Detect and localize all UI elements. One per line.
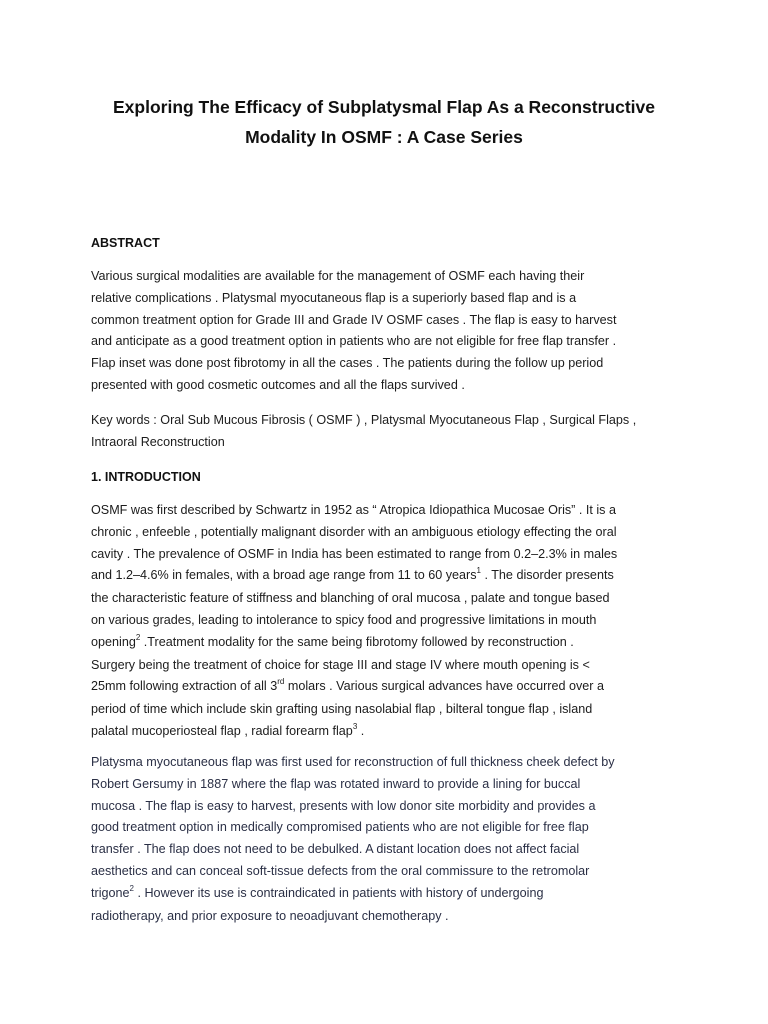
citation-superscript: 1 [476, 566, 481, 576]
abstract-line: common treatment option for Grade III and Grade IV OSMF cases . The flap is easy to harvest [91, 312, 617, 327]
intro-line: radiotherapy, and prior exposure to neoadjuvant chemotherapy . [91, 908, 449, 923]
keywords-line: Key words : Oral Sub Mucous Fibrosis ( OSMF ) , Platysmal Myocutaneous Flap , Surgical Flaps , [91, 413, 637, 427]
abstract-heading: ABSTRACT [91, 236, 160, 250]
abstract-line: and anticipate as a good treatment option in patients who are not eligible for free flap transfer . [91, 334, 617, 349]
intro-line [91, 565, 691, 588]
intro-text: palatal mucoperiosteal flap , radial forearm flap [91, 723, 353, 738]
intro-text: . However its use is contraindicated in patients with history of undergoing [133, 885, 544, 900]
intro-text: . The disorder presents [480, 568, 614, 583]
title-line-1: Exploring The Efficacy of Subplatysmal Flap As a Reconstructive [113, 97, 655, 117]
intro-line: Platysma myocutaneous flap was first used for reconstruction of full thickness cheek defect by [91, 755, 615, 769]
citation-superscript: 3 [352, 721, 358, 731]
citation-superscript: 2 [135, 632, 141, 642]
intro-line: the characteristic feature of stiffness and blanching of oral mucosa , palate and tongue based [91, 591, 610, 606]
paper-title [60, 92, 708, 152]
intro-line [91, 676, 691, 699]
intro-line: good treatment option in medically compromised patients who are not eligible for free flap [91, 820, 589, 835]
abstract-line: relative complications . Platysmal myocutaneous flap is a superiorly based flap and is a [91, 290, 577, 305]
intro-line: OSMF was first described by Schwartz in 1952 as “ Atropica Idiopathica Mucosae Oris” . It is a [91, 503, 616, 517]
intro-line: aesthetics and can conceal soft-tissue defects from the oral commissure to the retromolar [91, 863, 590, 878]
intro-text: opening [91, 634, 136, 649]
intro-line: Robert Gersumy in 1887 where the flap was rotated inward to provide a lining for buccal [91, 776, 581, 791]
intro-line [91, 632, 691, 655]
citation-superscript: 2 [129, 883, 134, 893]
intro-text: .Treatment modality for the same being fibrotomy followed by reconstruction . [140, 634, 574, 649]
intro-line: cavity . The prevalence of OSMF in India has been estimated to range from 0.2–2.3% in males [91, 546, 618, 561]
abstract-line: Various surgical modalities are available for the management of OSMF each having their [91, 269, 585, 283]
intro-line: transfer . The flap does not need to be debulked. A distant location does not affect facial [91, 842, 580, 857]
intro-text: trigone [91, 885, 130, 900]
keywords-line: Intraoral Reconstruction [91, 434, 225, 449]
keywords-paragraph [91, 410, 691, 454]
intro-text: and 1.2–4.6% in females, with a broad age range from 11 to 60 years [91, 568, 477, 583]
ordinal-superscript: rd [277, 677, 285, 687]
introduction-heading: 1. INTRODUCTION [91, 470, 201, 484]
abstract-paragraph [91, 266, 691, 397]
abstract-line: presented with good cosmetic outcomes and all the flaps survived . [91, 377, 465, 392]
title-line-2: Modality In OSMF : A Case Series [245, 127, 523, 147]
abstract-line: Flap inset was done post fibrotomy in all the cases . The patients during the follow up period [91, 356, 604, 371]
intro-line: period of time which include skin grafting using nasolabial flap , bilteral tongue flap , island [91, 702, 593, 717]
introduction-paragraph-1 [91, 500, 691, 744]
intro-line: mucosa . The flap is easy to harvest, presents with low donor site morbidity and provides a [91, 798, 596, 813]
intro-text: molars . Various surgical advances have occurred over a [284, 679, 604, 694]
intro-line: on various grades, leading to intolerance to spicy food and progressive limitations in mouth [91, 612, 597, 627]
intro-text: 25mm following extraction of all 3 [91, 679, 278, 694]
intro-line [91, 721, 691, 744]
intro-line: Surgery being the treatment of choice for stage III and stage IV where mouth opening is < [91, 657, 590, 672]
intro-line [91, 883, 691, 906]
intro-text: . [357, 723, 365, 738]
intro-line: chronic , enfeeble , potentially malignant disorder with an ambiguous etiology effecting the oral [91, 524, 617, 539]
introduction-paragraph-2 [91, 752, 691, 927]
